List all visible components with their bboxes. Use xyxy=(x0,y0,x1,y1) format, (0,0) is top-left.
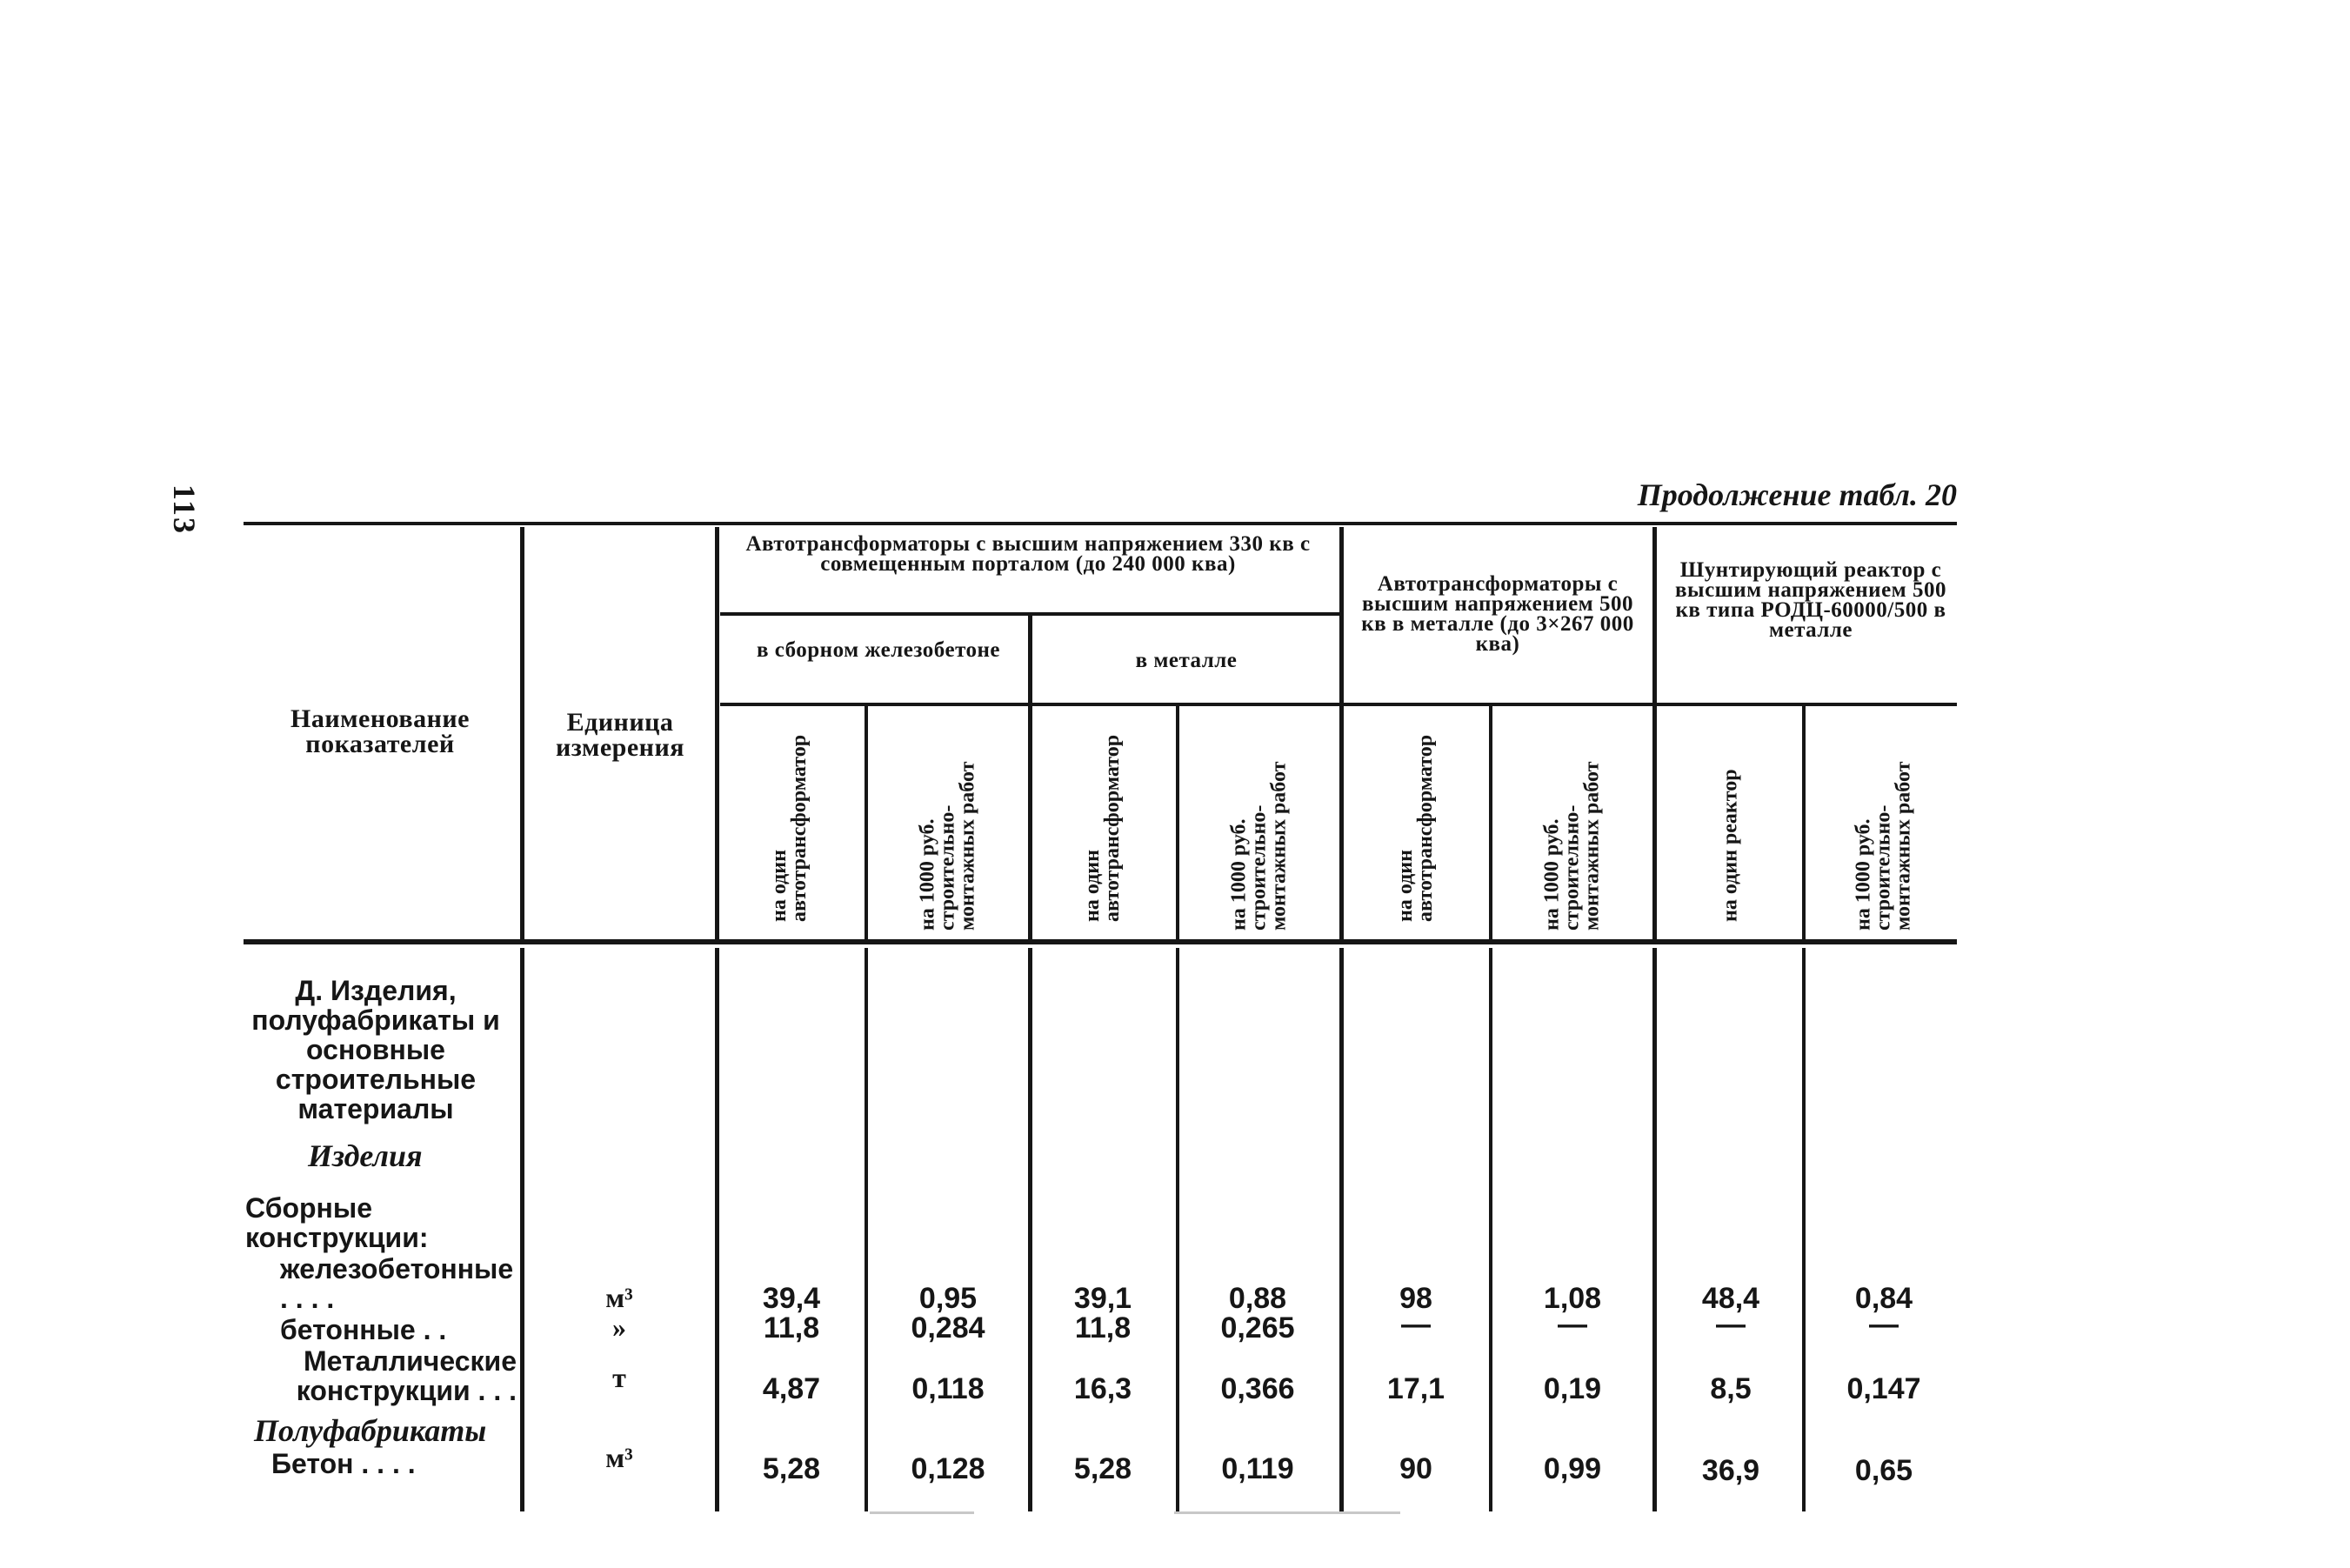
value-cell: 8,5 xyxy=(1710,1372,1752,1405)
value-cell: 17,1 xyxy=(1386,1372,1445,1405)
value-cell-dash: — xyxy=(1869,1308,1899,1341)
vrule-header xyxy=(1176,706,1179,939)
unit-cell: м³ xyxy=(605,1282,633,1313)
vrule-body xyxy=(1176,948,1179,1511)
value-cell: 0,65 xyxy=(1854,1454,1913,1487)
header-sub-rule xyxy=(720,703,1957,706)
vrule-body xyxy=(520,948,524,1511)
col-header-per-1000: на 1000 руб. строительно-монтажных работ xyxy=(916,761,979,931)
value-cell: 0,128 xyxy=(911,1452,985,1485)
vrule-header xyxy=(1028,614,1032,939)
vrule-body xyxy=(1339,948,1344,1511)
vrule-body xyxy=(1028,948,1032,1511)
value-cell: 0,19 xyxy=(1543,1372,1602,1405)
value-cell: 98 xyxy=(1399,1282,1432,1315)
header-sub-reinforced-concrete: в сборном железобетоне xyxy=(756,638,1001,662)
vrule-body xyxy=(1802,948,1806,1511)
header-group-reactor: Шунтирующий реактор с высшим напряжением 500 кв типа РОДЦ-60000/500 в металле xyxy=(1675,558,1946,642)
section-title: Д. Изделия, полуфабрикаты и основные строительные материалы xyxy=(251,975,500,1124)
value-cell: 0,147 xyxy=(1846,1372,1921,1405)
table-top-rule xyxy=(244,522,1957,525)
header-bottom-rule xyxy=(244,939,1957,944)
unit-cell: т xyxy=(612,1362,626,1393)
value-cell: 1,08 xyxy=(1543,1282,1602,1315)
value-cell-dash: — xyxy=(1401,1308,1431,1341)
subsection-semi-products: Полуфабрикаты xyxy=(254,1413,487,1448)
value-cell: 0,366 xyxy=(1220,1372,1295,1405)
row-label-concrete: бетонные . . xyxy=(280,1314,447,1345)
value-cell: 0,88 xyxy=(1228,1282,1287,1315)
row-label-concrete-mix: Бетон . . . . xyxy=(271,1448,416,1479)
col-header-per-autotransformer: на один автотрансформатор xyxy=(768,734,811,922)
value-cell: 0,118 xyxy=(911,1372,985,1405)
header-sub-metal: в металле xyxy=(1135,649,1238,672)
vrule-header xyxy=(1802,706,1806,939)
col-header-per-autotransformer: на один автотрансформатор xyxy=(1081,734,1124,922)
value-cell-dash: — xyxy=(1558,1308,1587,1341)
col-header-per-1000: на 1000 руб. строительно-монтажных работ xyxy=(1540,761,1604,931)
header-name-column: Наименование показателей xyxy=(290,704,470,758)
vrule-header xyxy=(520,527,524,939)
value-cell: 5,28 xyxy=(1073,1452,1132,1485)
value-cell: 0,95 xyxy=(918,1282,978,1315)
value-cell: 0,84 xyxy=(1854,1282,1913,1315)
vrule-header xyxy=(865,706,868,939)
scan-artifact xyxy=(1174,1511,1400,1514)
header-group-500kv: Автотрансформаторы с высшим напряжением 500 кв в металле (до 3×267 000 ква) xyxy=(1361,572,1634,656)
vrule-header xyxy=(1339,527,1344,939)
col-header-per-1000: на 1000 руб. строительно-монтажных работ xyxy=(1227,761,1291,931)
value-cell: 36,9 xyxy=(1701,1454,1760,1487)
unit-cell: м³ xyxy=(605,1442,633,1473)
unit-cell: » xyxy=(612,1311,626,1343)
vrule-header xyxy=(1489,706,1492,939)
scan-artifact xyxy=(870,1511,974,1514)
value-cell: 11,8 xyxy=(1074,1311,1132,1344)
table-caption: Продолжение табл. 20 xyxy=(1637,477,1957,512)
header-group-330kv: Автотрансформаторы с высшим напряжением 330 кв с совмещенным порталом (до 240 000 ква) xyxy=(745,532,1311,576)
value-cell: 0,265 xyxy=(1220,1311,1295,1344)
prefab-label: Сборные конструкции: xyxy=(245,1192,429,1253)
value-cell: 0,119 xyxy=(1221,1452,1294,1485)
value-cell: 16,3 xyxy=(1073,1372,1132,1405)
vrule-body xyxy=(865,948,868,1511)
vrule-body xyxy=(715,948,719,1511)
col-header-per-reactor: на один реактор xyxy=(1719,769,1742,922)
row-label-metal-structures: Металлические конструкции . . . xyxy=(296,1345,517,1406)
vrule-header xyxy=(1652,527,1657,939)
vrule-body xyxy=(1489,948,1492,1511)
value-cell: 0,284 xyxy=(911,1311,985,1344)
value-cell: 4,87 xyxy=(762,1372,821,1405)
value-cell: 48,4 xyxy=(1701,1282,1760,1315)
header-unit-column: Единица измерения xyxy=(556,708,684,762)
col-header-per-1000: на 1000 руб. строительно-монтажных работ xyxy=(1852,761,1915,931)
page-number: 113 xyxy=(167,484,202,536)
value-cell: 0,99 xyxy=(1543,1452,1602,1485)
value-cell-dash: — xyxy=(1716,1308,1746,1341)
value-cell: 39,1 xyxy=(1073,1282,1132,1315)
value-cell: 11,8 xyxy=(763,1311,820,1344)
value-cell: 39,4 xyxy=(762,1282,821,1315)
value-cell: 90 xyxy=(1399,1452,1432,1485)
vrule-header xyxy=(715,527,719,939)
row-label-reinforced-concrete: железобетонные . . . . xyxy=(280,1253,514,1314)
subsection-products: Изделия xyxy=(308,1138,423,1173)
col-header-per-autotransformer: на один автотрансформатор xyxy=(1394,734,1437,922)
vrule-body xyxy=(1652,948,1657,1511)
value-cell: 5,28 xyxy=(762,1452,821,1485)
